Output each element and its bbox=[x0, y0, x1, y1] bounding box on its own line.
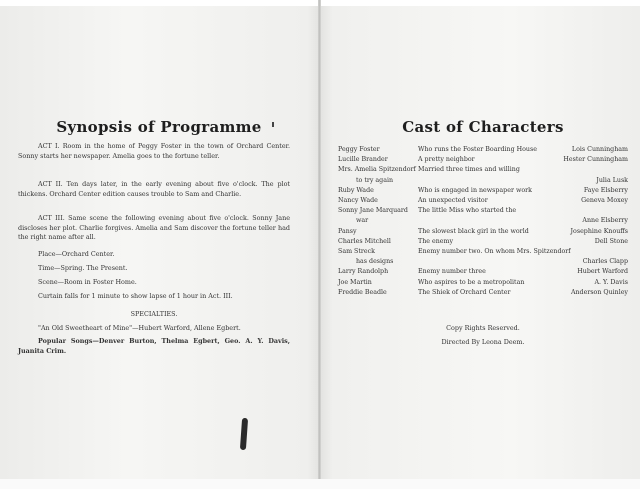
cast-row bbox=[338, 197, 628, 206]
character-description: Who runs the Foster Boarding House bbox=[418, 146, 537, 153]
specialties-heading: SPECIALTIES. bbox=[130, 310, 178, 318]
actor-name: A. Y. Davis bbox=[594, 278, 628, 286]
actor-name: Julia Lusk bbox=[596, 176, 628, 184]
curtain-line: Curtain falls for 1 minute to show lapse of 1 hour in Act. III. bbox=[38, 292, 233, 300]
cast-row bbox=[338, 258, 628, 267]
center-fold bbox=[318, 0, 321, 489]
synopsis-title: Synopsis of Programme bbox=[56, 118, 262, 136]
actor-name: Dell Stone bbox=[594, 237, 628, 245]
actor-name: Lois Cunningham bbox=[571, 146, 628, 153]
character-description: Married three times and willing bbox=[418, 166, 520, 174]
character-name: Nancy Wade bbox=[338, 197, 378, 204]
character-name: Sam Streck bbox=[338, 248, 375, 255]
cast-title: Cast of Characters bbox=[402, 118, 564, 136]
character-name: Peggy Foster bbox=[338, 146, 380, 153]
cast-row bbox=[338, 228, 628, 237]
character-name: Freddie Beadle bbox=[338, 288, 387, 296]
place-line: Place—Orchard Center. bbox=[38, 250, 115, 258]
cast-row bbox=[338, 289, 628, 298]
character-name: Sonny Jane Marquard bbox=[338, 207, 408, 215]
character-name: Joe Martin bbox=[338, 278, 372, 286]
cast-row bbox=[338, 166, 628, 175]
cast-row bbox=[338, 279, 628, 288]
act-two-text: ACT II. Ten days later, in the early evening about five o'clock. The plot thickens. Orchard Center edition causes trouble to Sam and Charlie. bbox=[18, 180, 290, 198]
cast-row bbox=[338, 248, 628, 257]
character-description: The Shiek of Orchard Center bbox=[418, 288, 511, 296]
cast-row bbox=[338, 268, 628, 277]
cast-row bbox=[338, 238, 628, 247]
character-description: The enemy bbox=[418, 237, 454, 245]
description-continued: war bbox=[356, 217, 369, 225]
character-name: Larry Randolph bbox=[338, 268, 389, 276]
description-continued: has designs bbox=[356, 258, 394, 266]
actor-name: Josephine Knouffs bbox=[570, 227, 628, 235]
actor-name: Geneva Moxey bbox=[581, 197, 628, 204]
synopsis-page bbox=[18, 0, 308, 489]
character-description: Enemy number three bbox=[418, 268, 486, 276]
character-description: An unexpected visitor bbox=[418, 197, 488, 204]
act-three-text: ACT III. Same scene the following evening about five o'clock. Sonny Jane discloses her plot. Charlie forgives. Amelia and Sam discover the fortune teller had the right name after all. bbox=[18, 214, 290, 242]
character-description: The slowest black girl in the world bbox=[418, 227, 529, 235]
cast-row bbox=[338, 177, 628, 186]
character-name: Lucille Brander bbox=[338, 156, 388, 164]
character-name: Mrs. Amelia Spitzendorf bbox=[338, 166, 416, 174]
actor-name: Anderson Quinley bbox=[570, 288, 628, 296]
description-continued: to try again bbox=[356, 176, 394, 184]
character-description: Enemy number two. On whom Mrs. Spitzendorf bbox=[418, 248, 571, 255]
actor-name: Hester Cunningham bbox=[563, 156, 628, 164]
character-name: Ruby Wade bbox=[338, 186, 374, 194]
character-description: A pretty neighbor bbox=[418, 156, 475, 164]
character-description: Who aspires to be a metropolitan bbox=[418, 278, 525, 286]
cast-row bbox=[338, 187, 628, 196]
character-description: Who is engaged in newspaper work bbox=[418, 186, 532, 194]
actor-name: Hubert Warford bbox=[577, 268, 628, 276]
actor-name: Anne Elsberry bbox=[582, 217, 628, 225]
character-description: The little Miss who started the bbox=[418, 207, 517, 215]
character-name: Pansy bbox=[338, 227, 357, 235]
specialty-two: Popular Songs—Denver Burton, Thelma Egbert, Geo. A. Y. Davis, Juanita Crim. bbox=[18, 337, 290, 355]
time-line: Time—Spring. The Present. bbox=[38, 264, 128, 272]
specialty-one: "An Old Sweetheart of Mine"—Hubert Warford, Allene Egbert. bbox=[38, 324, 241, 332]
cast-row bbox=[338, 217, 628, 226]
character-name: Charles Mitchell bbox=[338, 237, 391, 245]
copyright-line: Copy Rights Reserved. bbox=[446, 324, 520, 332]
cast-row bbox=[338, 146, 628, 155]
cast-page bbox=[338, 0, 628, 489]
actor-name: Faye Elsberry bbox=[583, 186, 628, 194]
ink-mark bbox=[272, 122, 274, 127]
cast-row bbox=[338, 207, 628, 216]
actor-name: Charles Clapp bbox=[582, 258, 628, 266]
scene-line: Scene—Room in Foster Home. bbox=[38, 278, 137, 286]
cast-row bbox=[338, 156, 628, 165]
act-one-text: ACT I. Room in the home of Peggy Foster in the town of Orchard Center. Sonny starts her newspaper. Amelia goes to the fortune teller. bbox=[18, 142, 290, 160]
director-line: Directed By Leona Deem. bbox=[441, 338, 525, 346]
